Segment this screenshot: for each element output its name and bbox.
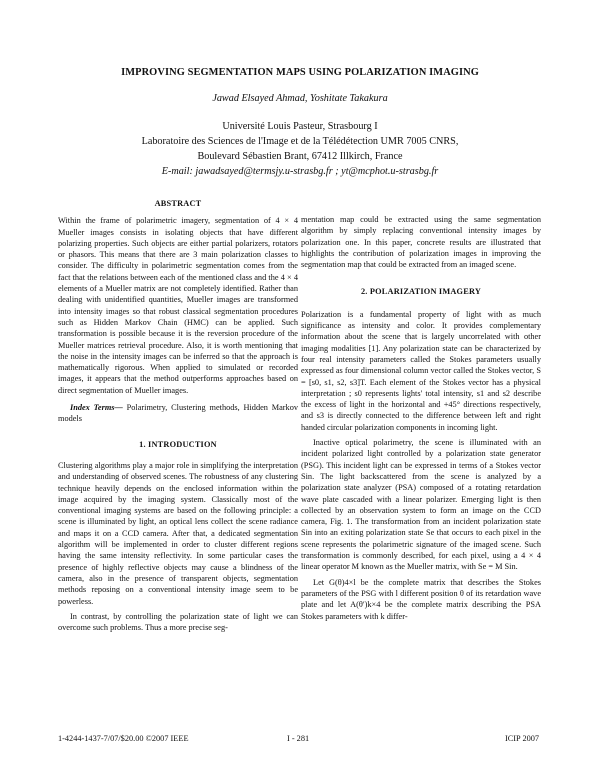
polarization-paragraph: Let G(θ)4×l be the complete matrix that describes the Stokes parameters of the PSG with l different position θ of its retardation wave plate and let A(θ′)k×4 be the complete matrix describing the PSA Stokes parameters with k differ-: [301, 577, 541, 621]
abstract-heading: ABSTRACT: [154, 199, 202, 208]
footer-page-number: I - 281: [287, 734, 310, 743]
affiliation-block: [40, 119, 560, 179]
polarization-heading: 2. POLARIZATION IMAGERY: [360, 287, 482, 297]
intro-paragraph: Clustering algorithms play a major role in simplifying the interpretation and understanding of observed scenes. The robustness of any clustering technique heavily depends on the enclosed information within the image acquired by the imaging system. Classically most of the conventional imaging systems are based on the following principle: a scene is illuminated by light, an optical lens collect the scene radiance and maps it on a CCD camera. After that, a dedicated segmentation algorithm will be implemented in order to cluster different regions having the same intensity reflectivity. In some particular cases the presence of highly reflective objects may cause a blindness of the camera, also in the presence of transparent objects, segmentation methods reposing on a conventional intensity image seem to be powerless.: [58, 460, 298, 606]
footer-conference: ICIP 2007: [505, 734, 540, 743]
abstract-text: Within the frame of polarimetric imagery, segmentation of 4 × 4 Mueller images consists in isolating objects that have different polarizing properties. Such objects are either partial polarizers, rotators or phasors. This means that there are 3 main polarization classes to consider. The difficulty in polarimetric segmentation comes from the fact that the relations between each of the mentioned class and the 4 × 4 elements of a Mueller matrix are not completely identified. Rather than dealing with unidentified quantities, Mueller images are transformed into intensity images so that robust classical segmentation procedures such as Hidden Markov Chain (HMC) can be applied. Such transformation is possible because it is the reversion procedure of the Mueller matrices retrieval procedure. Also, it is worth mentioning that the noise in the intensity images can be inferred so that the approach is mathematically rigorous. When applied to simulated or recorded images, it appears that the method outperforms approaches based on direct segmentation of Mueller images.: [58, 216, 298, 395]
polarization-paragraph: Inactive optical polarimetry, the scene is illuminated with an incident polarized light controlled by a polarization state generator (PSG). This incident light can be expressed in terms of a Stokes vector Sin. The light backscattered from the scene is analyzed by a polarization state analyzer (PSA) composed of a rotating retardation wave plate cascaded with a linear polarizer. Emerging light is then collected by an observation system to form an image on the CCD camera, Fig. 1. The transformation from an incident polarization state Sin into an exiting polarization state Se that occurs to each pixel in the scene represents the polarimetric signature of the imaged scene. Such transformation is commonly described, for each pixel, using a 4 × 4 linear operator M known as the Mueller matrix, with Se = M Sin.: [301, 438, 541, 572]
intro-paragraph: In contrast, by controlling the polarization state of light we can overcome such problems. Thus a more precise seg-: [58, 611, 298, 633]
right-column: [301, 214, 541, 622]
intro-continuation: mentation map could be extracted using the same segmentation algorithm by simply replacing conventional intensity images by polarization one. In this paper, concrete results are illustrated that highlights the contribution of polarization images in improving the segmentation map that could be extracted from an imaged scene.: [301, 215, 541, 270]
introduction-heading: 1. INTRODUCTION: [139, 439, 217, 449]
footer-copyright: 1-4244-1437-7/07/$20.00 ©2007 IEEE: [58, 734, 189, 743]
index-terms-text: Polarimetry, Clustering methods, Hidden Markov models: [58, 403, 299, 424]
affiliation-line: Laboratoire des Sciences de l'Image et de la Télédétection UMR 7005 CNRS,: [141, 136, 459, 147]
polarization-paragraph: Polarization is a fundamental property of light with as much significance as intensity and color. It provides complementary information about the scene that is largely uncorrelated with other imaging modalities [1]. Any polarization state can be characterized by four real intensity parameters called the Stokes parameters usually expressed as four dimensional column vector called the Stokes vector, S = [s0, s1, s2, s3]T. Each element of the Stokes vector has a physical interpretation ; s0 represents lights' total intensity, s1 and s2 describe the excess of light in the horizontal and +45° directions respectively, and s3 is directly connected to the difference between left and right handed circular polarization components in incoming light.: [301, 309, 541, 432]
index-terms: [58, 402, 298, 425]
paper-authors: Jawad Elsayed Ahmad, Yoshitate Takakura: [212, 93, 388, 104]
paper-title: IMPROVING SEGMENTATION MAPS USING POLARIZATION IMAGING: [121, 67, 479, 78]
affiliation-line: Université Louis Pasteur, Strasbourg I: [222, 121, 378, 132]
index-terms-label: Index Terms—: [70, 403, 123, 413]
left-column: [58, 198, 298, 633]
affiliation-line: Boulevard Sébastien Brant, 67412 Illkirch, France: [197, 151, 403, 162]
author-email: E-mail: jawadsayed@termsjy.u-strasbg.fr ; yt@mcphot.u-strasbg.fr: [161, 166, 439, 177]
